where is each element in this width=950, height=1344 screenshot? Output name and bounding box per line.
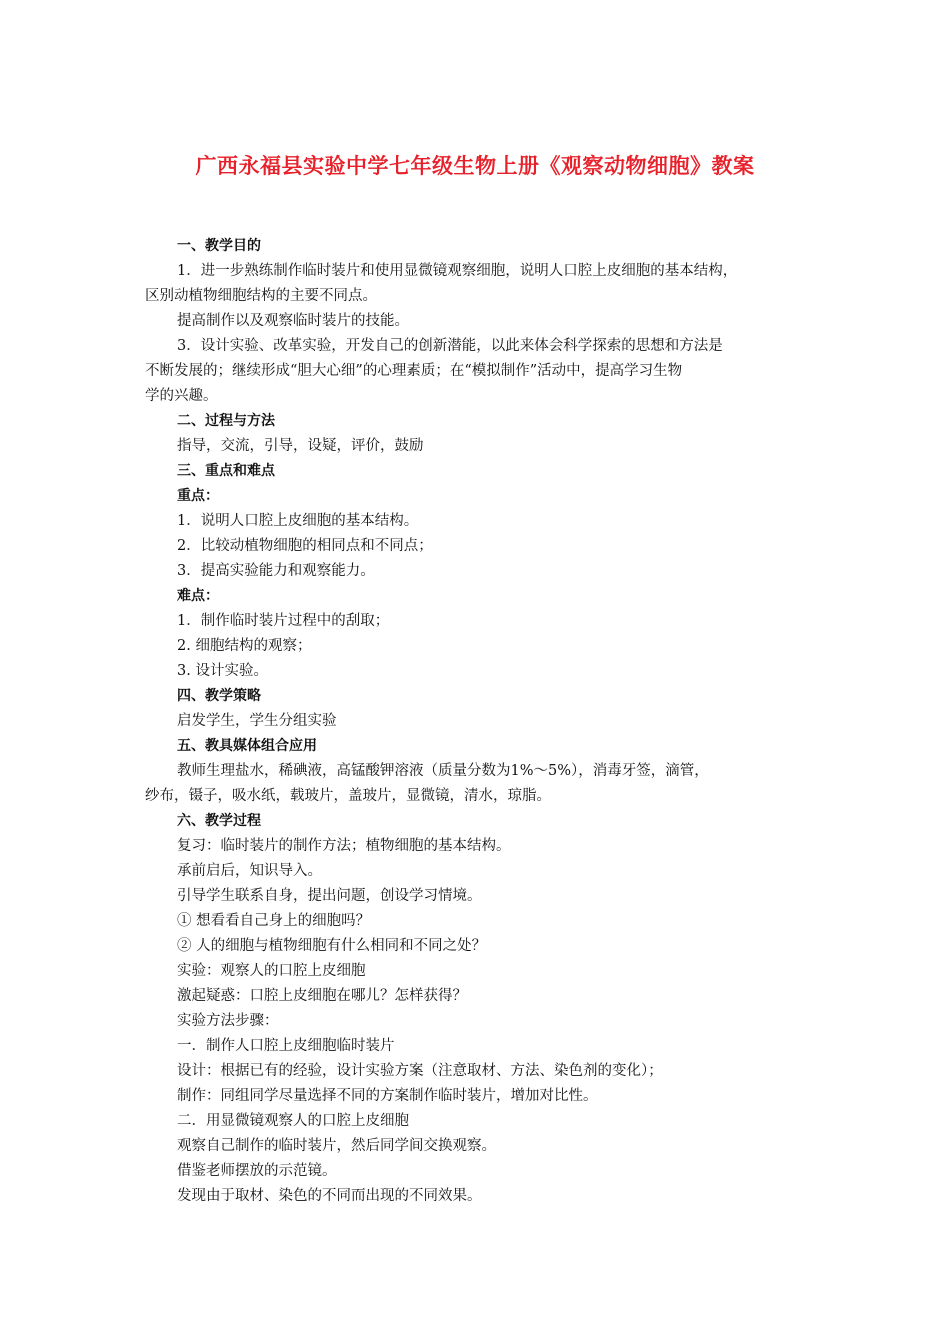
section-heading-media: 五、教具媒体组合应用: [177, 738, 317, 754]
list-item: 3．提高实验能力和观察能力。: [177, 563, 375, 579]
document-body: [145, 234, 817, 1209]
list-item: 2．比较动植物细胞的相同点和不同点；: [177, 538, 433, 554]
paragraph-line: 一．制作人口腔上皮细胞临时装片: [177, 1038, 395, 1054]
paragraph-line: 激起疑惑：口腔上皮细胞在哪儿？怎样获得？: [177, 988, 467, 1004]
paragraph-line: 发现由于取材、染色的不同而出现的不同效果。: [177, 1188, 482, 1204]
section-heading-objectives: 一、教学目的: [177, 238, 261, 254]
paragraph-line: 启发学生，学生分组实验: [177, 713, 337, 729]
paragraph-line: 区别动植物细胞结构的主要不同点。: [145, 288, 377, 304]
paragraph-line: 提高制作以及观察临时装片的技能。: [177, 313, 409, 329]
paragraph-line: 实验方法步骤：: [177, 1013, 279, 1029]
list-item: 2. 细胞结构的观察；: [177, 638, 312, 654]
paragraph-line: 实验：观察人的口腔上皮细胞: [177, 963, 366, 979]
paragraph-line: 教师生理盐水，稀碘液，高锰酸钾溶液（质量分数为1%～5%），消毒牙签，滴管，: [177, 763, 709, 779]
paragraph-line: 借鉴老师摆放的示范镜。: [177, 1163, 337, 1179]
paragraph-line: 1．进一步熟练制作临时装片和使用显微镜观察细胞，说明人口腔上皮细胞的基本结构，: [177, 263, 738, 279]
paragraph-line: 承前启后，知识导入。: [177, 863, 322, 879]
paragraph-line: 学的兴趣。: [145, 388, 218, 404]
paragraph-line: 不断发展的；继续形成“胆大心细”的心理素质；在“模拟制作”活动中，提高学习生物: [145, 363, 683, 379]
list-item: 1．说明人口腔上皮细胞的基本结构。: [177, 513, 419, 529]
document-title: 广西永福县实验中学七年级生物上册《观察动物细胞》教案: [195, 154, 755, 178]
list-item: 1．制作临时装片过程中的刮取；: [177, 613, 390, 629]
list-item: 3. 设计实验。: [177, 663, 268, 679]
section-heading-teaching-process: 六、教学过程: [177, 813, 261, 829]
paragraph-line: 纱布，镊子，吸水纸，载玻片，盖玻片，显微镜，清水，琼脂。: [145, 788, 551, 804]
section-heading-strategy: 四、教学策略: [177, 688, 261, 704]
subheading-key: 重点：: [177, 488, 219, 504]
subheading-difficult: 难点：: [177, 588, 219, 604]
paragraph-line: 指导，交流，引导，设疑，评价，鼓励: [177, 438, 424, 454]
section-heading-key-points: 三、重点和难点: [177, 463, 275, 479]
paragraph-line: ② 人的细胞与植物细胞有什么相同和不同之处？: [177, 938, 487, 954]
paragraph-line: 3．设计实验、改革实验，开发自己的创新潜能，以此来体会科学探索的思想和方法是: [177, 338, 723, 354]
paragraph-line: 观察自己制作的临时装片，然后同学间交换观察。: [177, 1138, 496, 1154]
paragraph-line: 复习：临时装片的制作方法；植物细胞的基本结构。: [177, 838, 511, 854]
paragraph-line: 二．用显微镜观察人的口腔上皮细胞: [177, 1113, 409, 1129]
paragraph-line: 引导学生联系自身，提出问题，创设学习情境。: [177, 888, 482, 904]
section-heading-process: 二、过程与方法: [177, 413, 275, 429]
paragraph-line: 制作：同组同学尽量选择不同的方案制作临时装片，增加对比性。: [177, 1088, 598, 1104]
paragraph-line: ① 想看看自己身上的细胞吗？: [177, 913, 371, 929]
paragraph-line: 设计：根据已有的经验，设计实验方案（注意取材、方法、染色剂的变化）；: [177, 1063, 663, 1079]
